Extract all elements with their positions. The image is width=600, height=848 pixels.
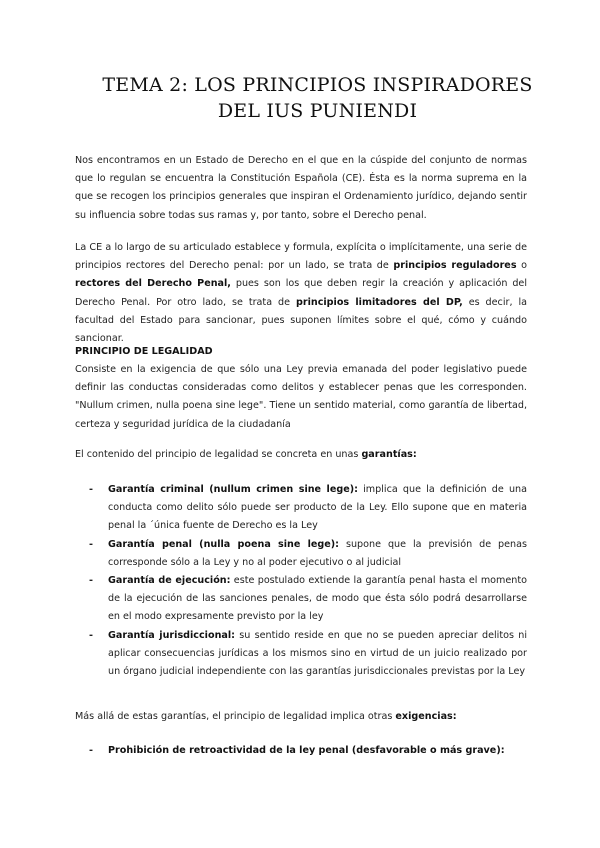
bold-term: principios limitadores del DP, bbox=[295, 296, 463, 308]
guarantees-list bbox=[75, 481, 527, 681]
bullet-dash: - bbox=[89, 629, 93, 641]
legalidad-paragraph: Consiste en la exigencia de que sólo una Ley previa emanada del poder legislativo puede definir las conductas consideradas como delitos y establecer penas que les corresponden. "Nullum crimen, nulla poena sine lege". Tiene un sentido material, como garantía de libertad, certeza y seguridad jurídica de la ciudadanía bbox=[75, 364, 527, 430]
text-run: El contenido del principio de legalidad se concreta en unas bbox=[75, 449, 362, 460]
text-run: Más allá de estas garantías, el principio de legalidad implica otras bbox=[75, 711, 396, 722]
list-item bbox=[75, 742, 527, 760]
list-item bbox=[75, 572, 527, 627]
principles-paragraph bbox=[75, 239, 527, 348]
bullet-dash: - bbox=[89, 538, 93, 550]
bold-term: exigencias: bbox=[395, 711, 457, 722]
text-run: o bbox=[516, 260, 527, 272]
list-item bbox=[75, 481, 527, 536]
bullet-dash: - bbox=[89, 575, 93, 587]
bold-term: Garantía jurisdiccional: bbox=[108, 629, 235, 641]
text-run: La CE a lo largo de su articulado establece y formula, explícita o implícitamente, una serie de principios rectores del Derecho penal: por un lado, se trata de bbox=[75, 242, 527, 272]
bold-term: Prohibición de retroactividad de la ley penal (desfavorable o más grave): bbox=[108, 745, 505, 756]
text-run: es decir, la facultad del Estado para sancionar, pues suponen límites sobre el qué, cómo y cuándo sancionar. bbox=[75, 296, 527, 345]
bold-term: Garantía de ejecución: bbox=[108, 575, 231, 587]
bullet-dash: - bbox=[89, 484, 93, 495]
bullet-dash: - bbox=[89, 745, 93, 756]
text-run: su sentido reside en que no se pueden apreciar delitos ni aplicar consecuencias jurídicas a los mismos sino en virtud de un juicio realizado por un órgano judicial independiente con las garantías jurisdiccionales previstas por la Ley bbox=[108, 629, 527, 678]
text-run: pues son los que deben regir la creación y aplicación del Derecho Penal. Por otro lado, se trata de bbox=[75, 278, 527, 308]
garantias-intro-paragraph bbox=[75, 446, 527, 464]
list-item bbox=[75, 627, 527, 682]
list-item bbox=[75, 536, 527, 572]
bold-term: Garantía criminal (nullum crimen sine lege): bbox=[108, 484, 358, 495]
heading-text: PRINCIPIO DE LEGALIDAD bbox=[75, 346, 213, 357]
section-heading-legalidad bbox=[75, 343, 527, 361]
text-run: implica que la definición de una conducta como delito sólo puede ser producto de la Ley. Ello supone que en materia penal la ´única fuente de Derecho es la Ley bbox=[108, 484, 528, 532]
text-run: supone que la previsión de penas corresponde sólo a la Ley y no al poder ejecutivo o al judicial bbox=[108, 538, 527, 568]
bold-term: garantías: bbox=[361, 449, 417, 460]
exigencias-list bbox=[75, 742, 527, 760]
exigencias-intro-paragraph bbox=[75, 708, 527, 726]
intro-paragraph: Nos encontramos en un Estado de Derecho en el que en la cúspide del conjunto de normas que lo regulan se encuentra la Constitución Española (CE). Ésta es la norma suprema en la que se recogen los principios generales que inspiran el Ordenamiento jurídico, dejando sentir su influencia sobre todas sus ramas y, por tanto, sobre el Derecho penal. bbox=[75, 155, 527, 221]
bold-term: rectores del Derecho Penal, bbox=[75, 278, 231, 290]
page-title: TEMA 2: LOS PRINCIPIOS INSPIRADORES DEL IUS PUNIENDI bbox=[102, 74, 533, 122]
bold-term: principios reguladores bbox=[393, 260, 517, 272]
text-run: este postulado extiende la garantía penal hasta el momento de la ejecución de las sanciones penales, de modo que ésta sólo podrá desarrollarse en el modo expresamente previsto por la ley bbox=[108, 575, 527, 623]
bold-term: Garantía penal (nulla poena sine lege): bbox=[108, 538, 340, 550]
